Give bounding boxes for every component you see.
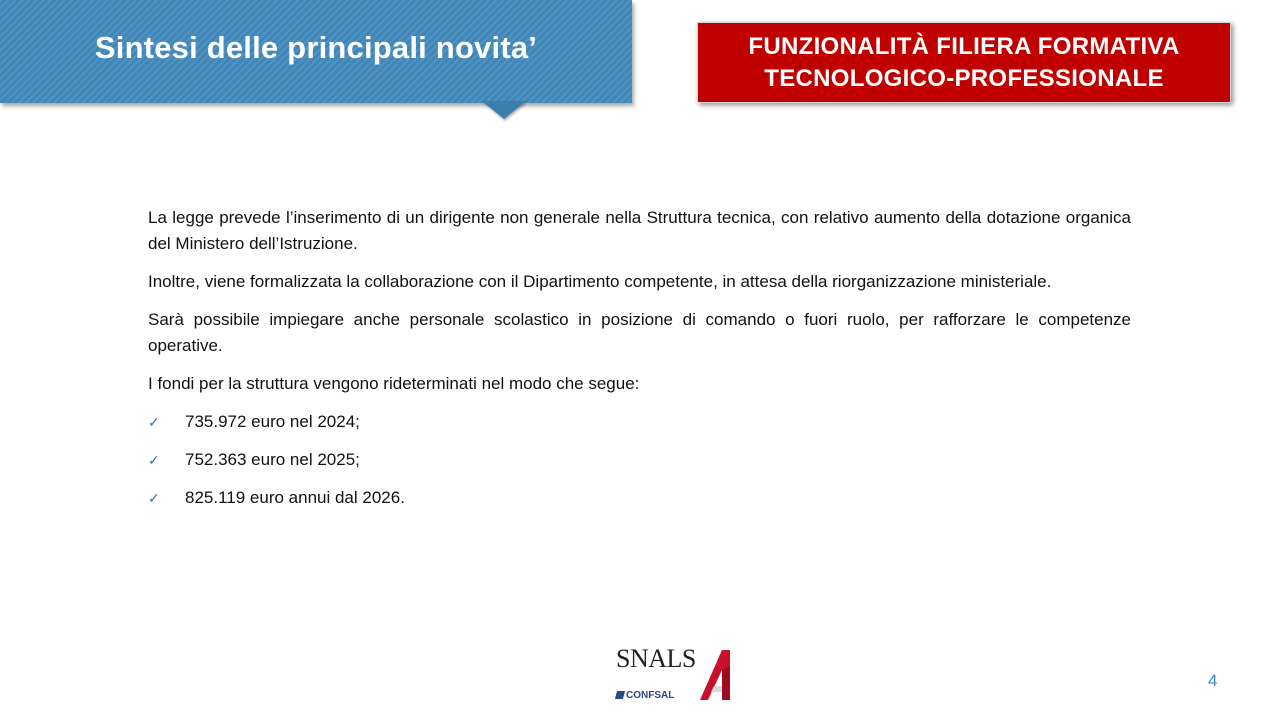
list-item (148, 409, 1131, 435)
confsal-icon (615, 691, 625, 699)
paragraph-dirigente: La legge prevede l’inserimento di un dirigente non generale nella Struttura tecnica, con relativo aumento della dotazione organica del Ministero dell’Istruzione. (148, 208, 1131, 253)
paragraph-fondi: I fondi per la struttura vengono rideterminati nel modo che segue: (148, 374, 640, 393)
paragraph-collaborazione: Inoltre, viene formalizzata la collaborazione con il Dipartimento competente, in attesa della riorganizzazione ministeriale. (148, 272, 1052, 291)
funding-list (148, 409, 1131, 511)
slide-body (148, 205, 1131, 523)
checkmark-icon: ✓ (148, 490, 160, 506)
logo-confsal (616, 690, 674, 701)
logo-confsal-text: CONFSAL (626, 690, 675, 701)
list-item (148, 485, 1131, 511)
logo-snals-text: SNALS (616, 644, 696, 673)
list-item (148, 447, 1131, 473)
section-badge-line-2: TECNOLOGICO-PROFESSIONALE (764, 64, 1164, 92)
paragraph-personale: Sarà possibile impiegare anche personale scolastico in posizione di comando o fuori ruolo, per rafforzare le competenze operative. (148, 310, 1131, 355)
page-number: 4 (1208, 671, 1218, 690)
page-title: Sintesi delle principali novita’ (94, 30, 538, 65)
list-item-text: 825.119 euro annui dal 2026. (185, 488, 405, 507)
snals-confsal-logo (612, 640, 736, 706)
checkmark-icon: ✓ (148, 452, 160, 468)
section-badge (697, 22, 1231, 103)
checkmark-icon: ✓ (148, 414, 160, 430)
list-item-text: 735.972 euro nel 2024; (185, 412, 360, 431)
header-banner-pointer (482, 101, 526, 119)
logo-mark-icon (700, 646, 734, 704)
list-item-text: 752.363 euro nel 2025; (185, 450, 360, 469)
section-badge-line-1: FUNZIONALITÀ FILIERA FORMATIVA (748, 32, 1180, 60)
